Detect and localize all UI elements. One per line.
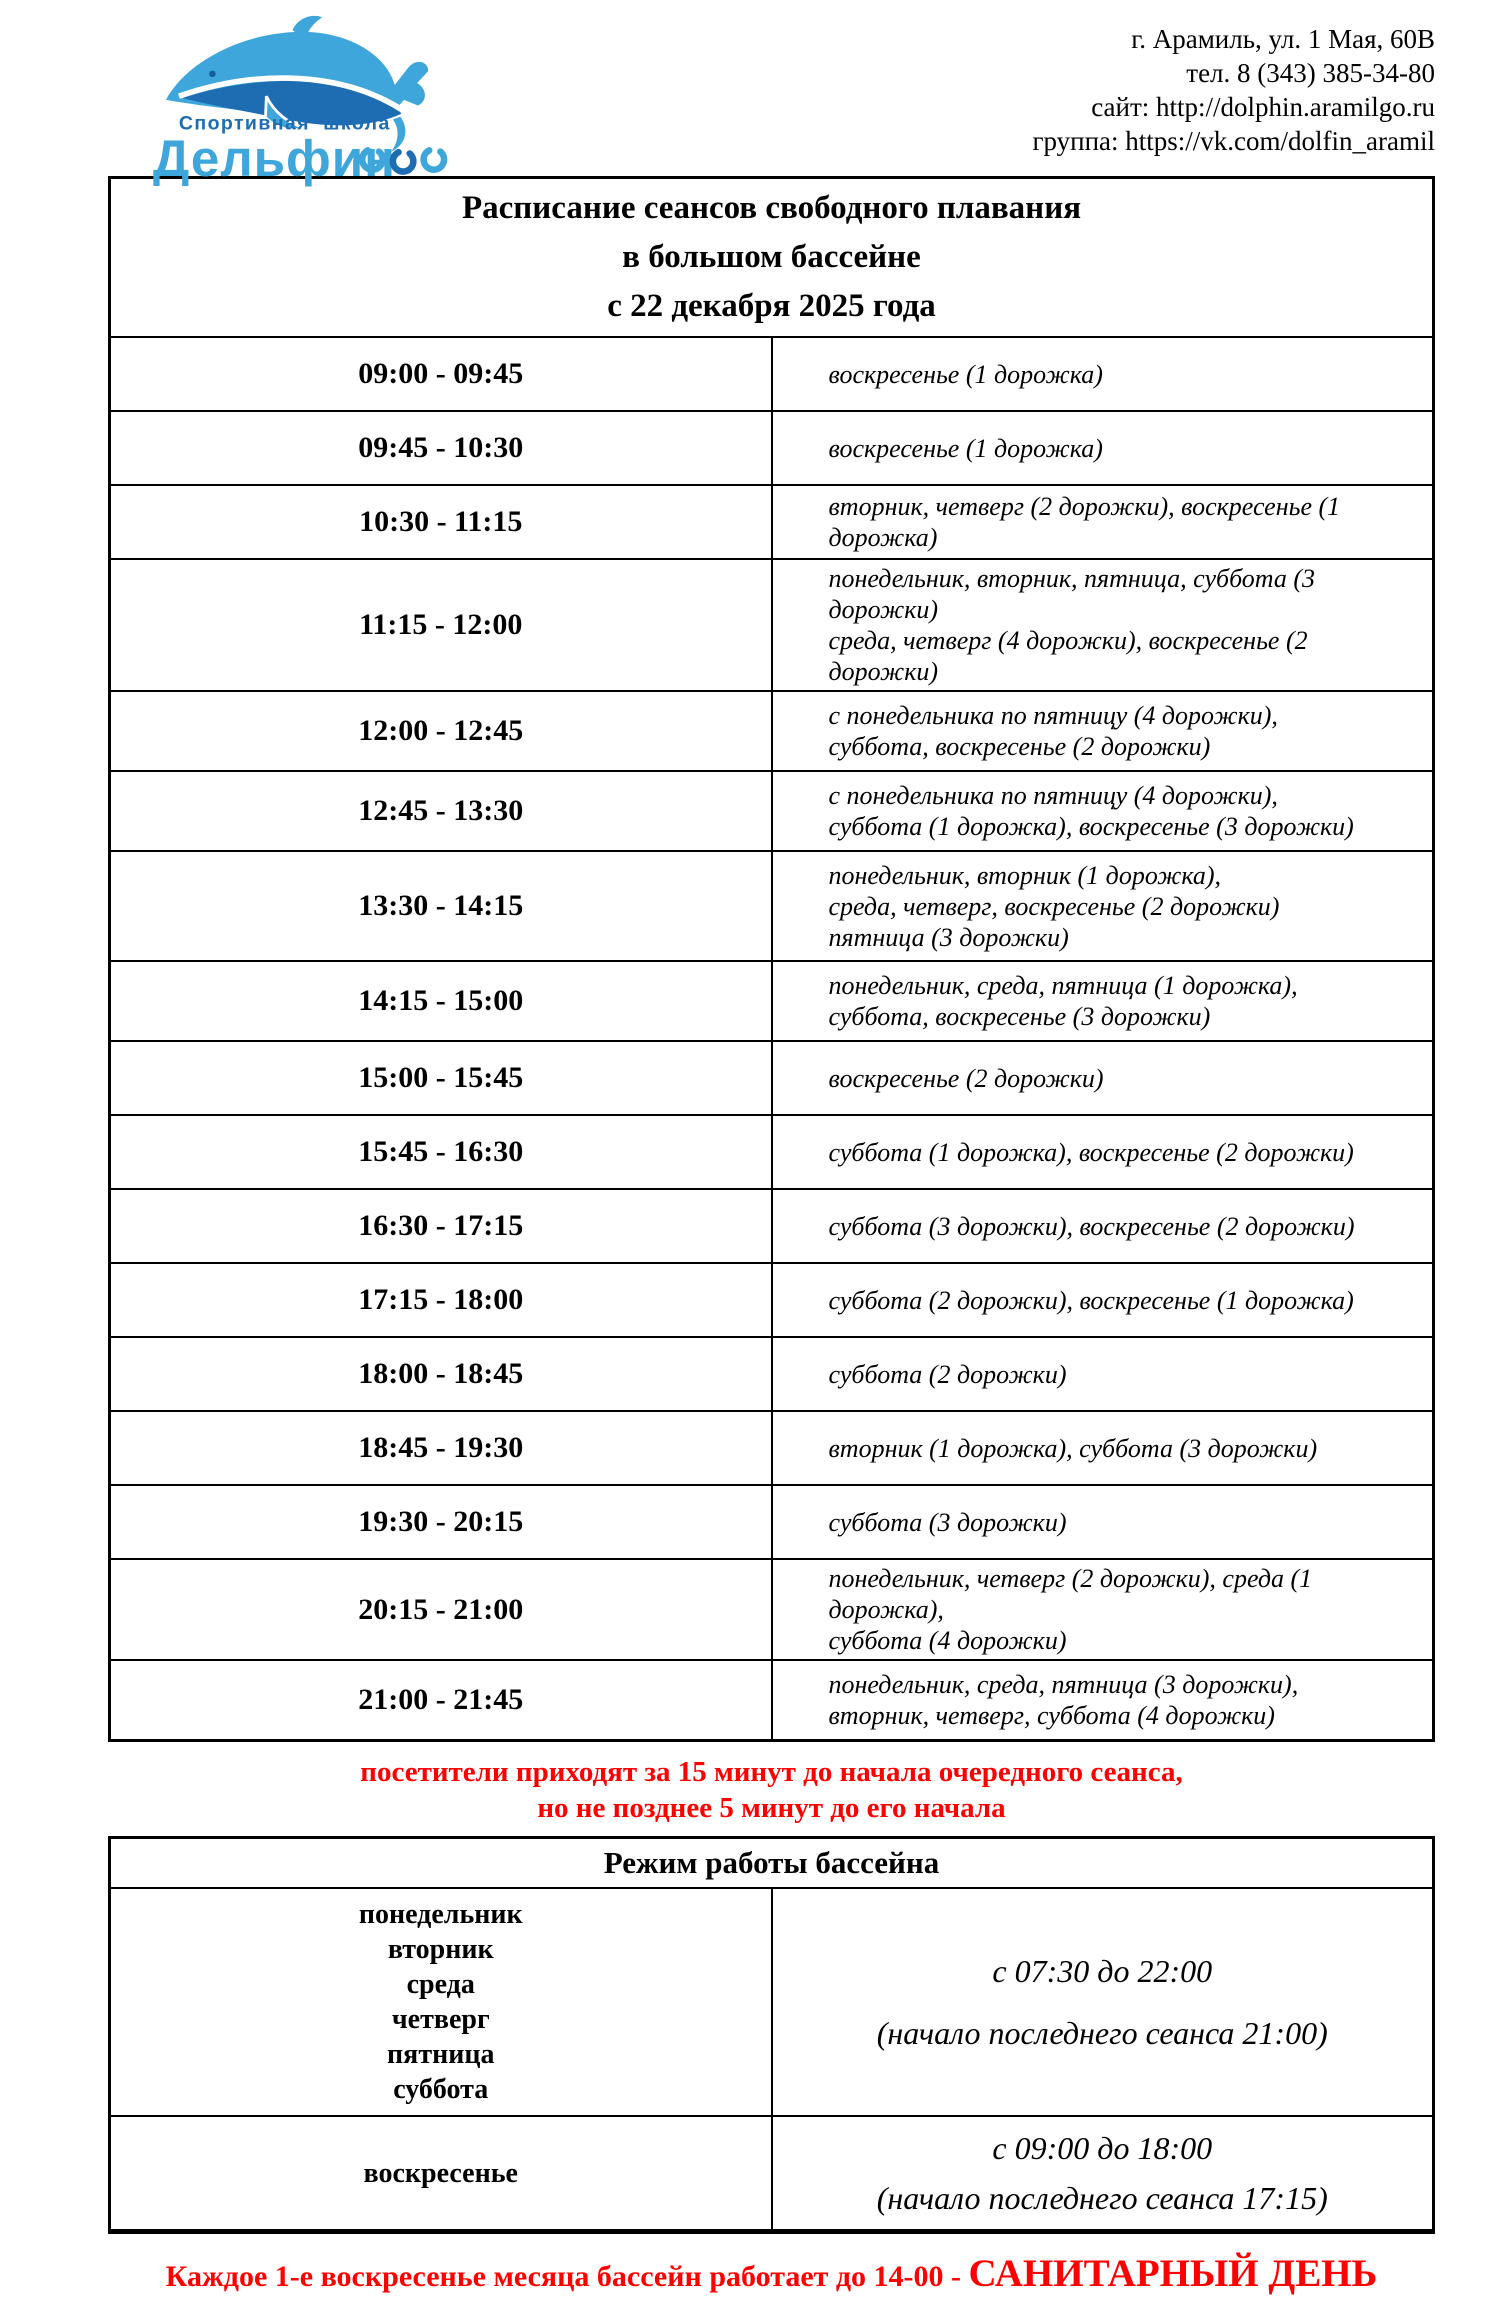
session-description: с понедельника по пятницу (4 дорожки), суббота (1 дорожка), воскресенье (3 дорожки) bbox=[772, 771, 1434, 851]
session-description: суббота (2 дорожки), воскресенье (1 дорожка) bbox=[772, 1263, 1434, 1337]
schedule-table bbox=[108, 176, 1435, 1742]
session-description: понедельник, среда, пятница (3 дорожки), вторник, четверг, суббота (4 дорожки) bbox=[772, 1660, 1434, 1741]
time-cell: 17:15 - 18:00 bbox=[110, 1263, 772, 1337]
working-hours-title: Режим работы бассейна bbox=[110, 1838, 1434, 1889]
time-cell: 09:00 - 09:45 bbox=[110, 337, 772, 411]
session-description: воскресенье (2 дорожки) bbox=[772, 1041, 1434, 1115]
table-row bbox=[110, 1485, 1434, 1559]
weekdays-cell: понедельник вторник среда четверг пятница суббота bbox=[110, 1888, 772, 2116]
schedule-title-line2: в большом бассейне bbox=[622, 239, 921, 275]
table-row bbox=[110, 337, 1434, 411]
sanitary-note-separator: - bbox=[951, 2260, 962, 2293]
sunday-hours-cell bbox=[772, 2116, 1434, 2232]
table-row bbox=[110, 1337, 1434, 1411]
table-row bbox=[110, 1189, 1434, 1263]
table-row bbox=[110, 1411, 1434, 1485]
session-description: с понедельника по пятницу (4 дорожки), суббота, воскресенье (2 дорожки) bbox=[772, 691, 1434, 771]
table-row bbox=[110, 851, 1434, 961]
table-row bbox=[110, 1041, 1434, 1115]
table-row bbox=[110, 1263, 1434, 1337]
contact-phone: тел. 8 (343) 385-34-80 bbox=[1186, 58, 1435, 88]
table-row bbox=[110, 961, 1434, 1041]
time-cell: 13:30 - 14:15 bbox=[110, 851, 772, 961]
time-cell: 15:00 - 15:45 bbox=[110, 1041, 772, 1115]
session-description: вторник, четверг (2 дорожки), воскресенье (1 дорожка) bbox=[772, 485, 1434, 559]
session-description: воскресенье (1 дорожка) bbox=[772, 337, 1434, 411]
schedule-title bbox=[110, 178, 1434, 338]
contact-vk-group: группа: https://vk.com/dolfin_aramil bbox=[1032, 126, 1435, 156]
time-cell: 11:15 - 12:00 bbox=[110, 559, 772, 691]
weekday-last-session-note: (начало последнего сеанса 21:00) bbox=[876, 2015, 1328, 2051]
table-row bbox=[110, 1559, 1434, 1660]
time-cell: 15:45 - 16:30 bbox=[110, 1115, 772, 1189]
time-cell: 14:15 - 15:00 bbox=[110, 961, 772, 1041]
dolphin-logo bbox=[138, 14, 458, 189]
table-row bbox=[110, 1660, 1434, 1741]
session-description: суббота (2 дорожки) bbox=[772, 1337, 1434, 1411]
time-cell: 10:30 - 11:15 bbox=[110, 485, 772, 559]
logo-school-label: Спортивная школа bbox=[178, 112, 391, 135]
session-description: понедельник, четверг (2 дорожки), среда (1 дорожка), суббота (4 дорожки) bbox=[772, 1559, 1434, 1660]
table-row bbox=[110, 485, 1434, 559]
session-description: понедельник, вторник, пятница, суббота (3 дорожки) среда, четверг (4 дорожки), воскресенье (2 дорожки) bbox=[772, 559, 1434, 691]
contact-address: г. Арамиль, ул. 1 Мая, 60В bbox=[1131, 24, 1435, 54]
weekday-hours-cell bbox=[772, 1888, 1434, 2116]
table-row bbox=[110, 559, 1434, 691]
session-description: суббота (1 дорожка), воскресенье (2 дорожки) bbox=[772, 1115, 1434, 1189]
time-cell: 09:45 - 10:30 bbox=[110, 411, 772, 485]
dolphin-icon bbox=[138, 14, 458, 188]
table-row bbox=[110, 691, 1434, 771]
schedule-title-line3: с 22 декабря 2025 года bbox=[607, 288, 936, 324]
working-hours-title-row bbox=[110, 1838, 1434, 1889]
time-cell: 18:00 - 18:45 bbox=[110, 1337, 772, 1411]
contact-website: сайт: http://dolphin.aramilgo.ru bbox=[1091, 92, 1435, 122]
table-row bbox=[110, 1888, 1434, 2116]
table-row bbox=[110, 771, 1434, 851]
session-description: понедельник, среда, пятница (1 дорожка), суббота, воскресенье (3 дорожки) bbox=[772, 961, 1434, 1041]
time-cell: 12:45 - 13:30 bbox=[110, 771, 772, 851]
table-row bbox=[110, 2116, 1434, 2232]
contact-info bbox=[1032, 14, 1435, 158]
page-header bbox=[0, 0, 1500, 188]
table-row bbox=[110, 1115, 1434, 1189]
session-description: суббота (3 дорожки) bbox=[772, 1485, 1434, 1559]
time-cell: 18:45 - 19:30 bbox=[110, 1411, 772, 1485]
weekday-hours: с 07:30 до 22:00 bbox=[992, 1953, 1213, 1989]
schedule-title-line1: Расписание сеансов свободного плавания bbox=[461, 190, 1082, 226]
arrival-note-line2: но не позднее 5 минут до его начала bbox=[537, 1792, 1006, 1824]
sanitary-note-text: Каждое 1-е воскресенье месяца бассейн работает до 14-00 bbox=[165, 2260, 944, 2293]
sunday-last-session-note: (начало последнего сеанса 17:15) bbox=[876, 2180, 1328, 2216]
schedule-title-row bbox=[110, 178, 1434, 338]
time-cell: 12:00 - 12:45 bbox=[110, 691, 772, 771]
session-description: понедельник, вторник (1 дорожка), среда, четверг, воскресенье (2 дорожки) пятница (3 дорожки) bbox=[772, 851, 1434, 961]
time-cell: 20:15 - 21:00 bbox=[110, 1559, 772, 1660]
table-row bbox=[110, 411, 1434, 485]
sanitary-day-highlight: САНИТАРНЫЙ ДЕНЬ bbox=[968, 2252, 1378, 2295]
arrival-note-line1: посетители приходят за 15 минут до начала очередного сеанса, bbox=[360, 1756, 1183, 1788]
sanitary-day-note bbox=[108, 2252, 1435, 2299]
sunday-cell: воскресенье bbox=[110, 2116, 772, 2232]
session-description: воскресенье (1 дорожка) bbox=[772, 411, 1434, 485]
time-cell: 16:30 - 17:15 bbox=[110, 1189, 772, 1263]
working-hours-table bbox=[108, 1836, 1435, 2234]
session-description: суббота (3 дорожки), воскресенье (2 дорожки) bbox=[772, 1189, 1434, 1263]
time-cell: 19:30 - 20:15 bbox=[110, 1485, 772, 1559]
session-description: вторник (1 дорожка), суббота (3 дорожки) bbox=[772, 1411, 1434, 1485]
sunday-hours: с 09:00 до 18:00 bbox=[992, 2130, 1213, 2166]
logo-brand-name: Дельфин bbox=[152, 130, 396, 188]
time-cell: 21:00 - 21:45 bbox=[110, 1660, 772, 1741]
arrival-note bbox=[108, 1754, 1435, 1826]
